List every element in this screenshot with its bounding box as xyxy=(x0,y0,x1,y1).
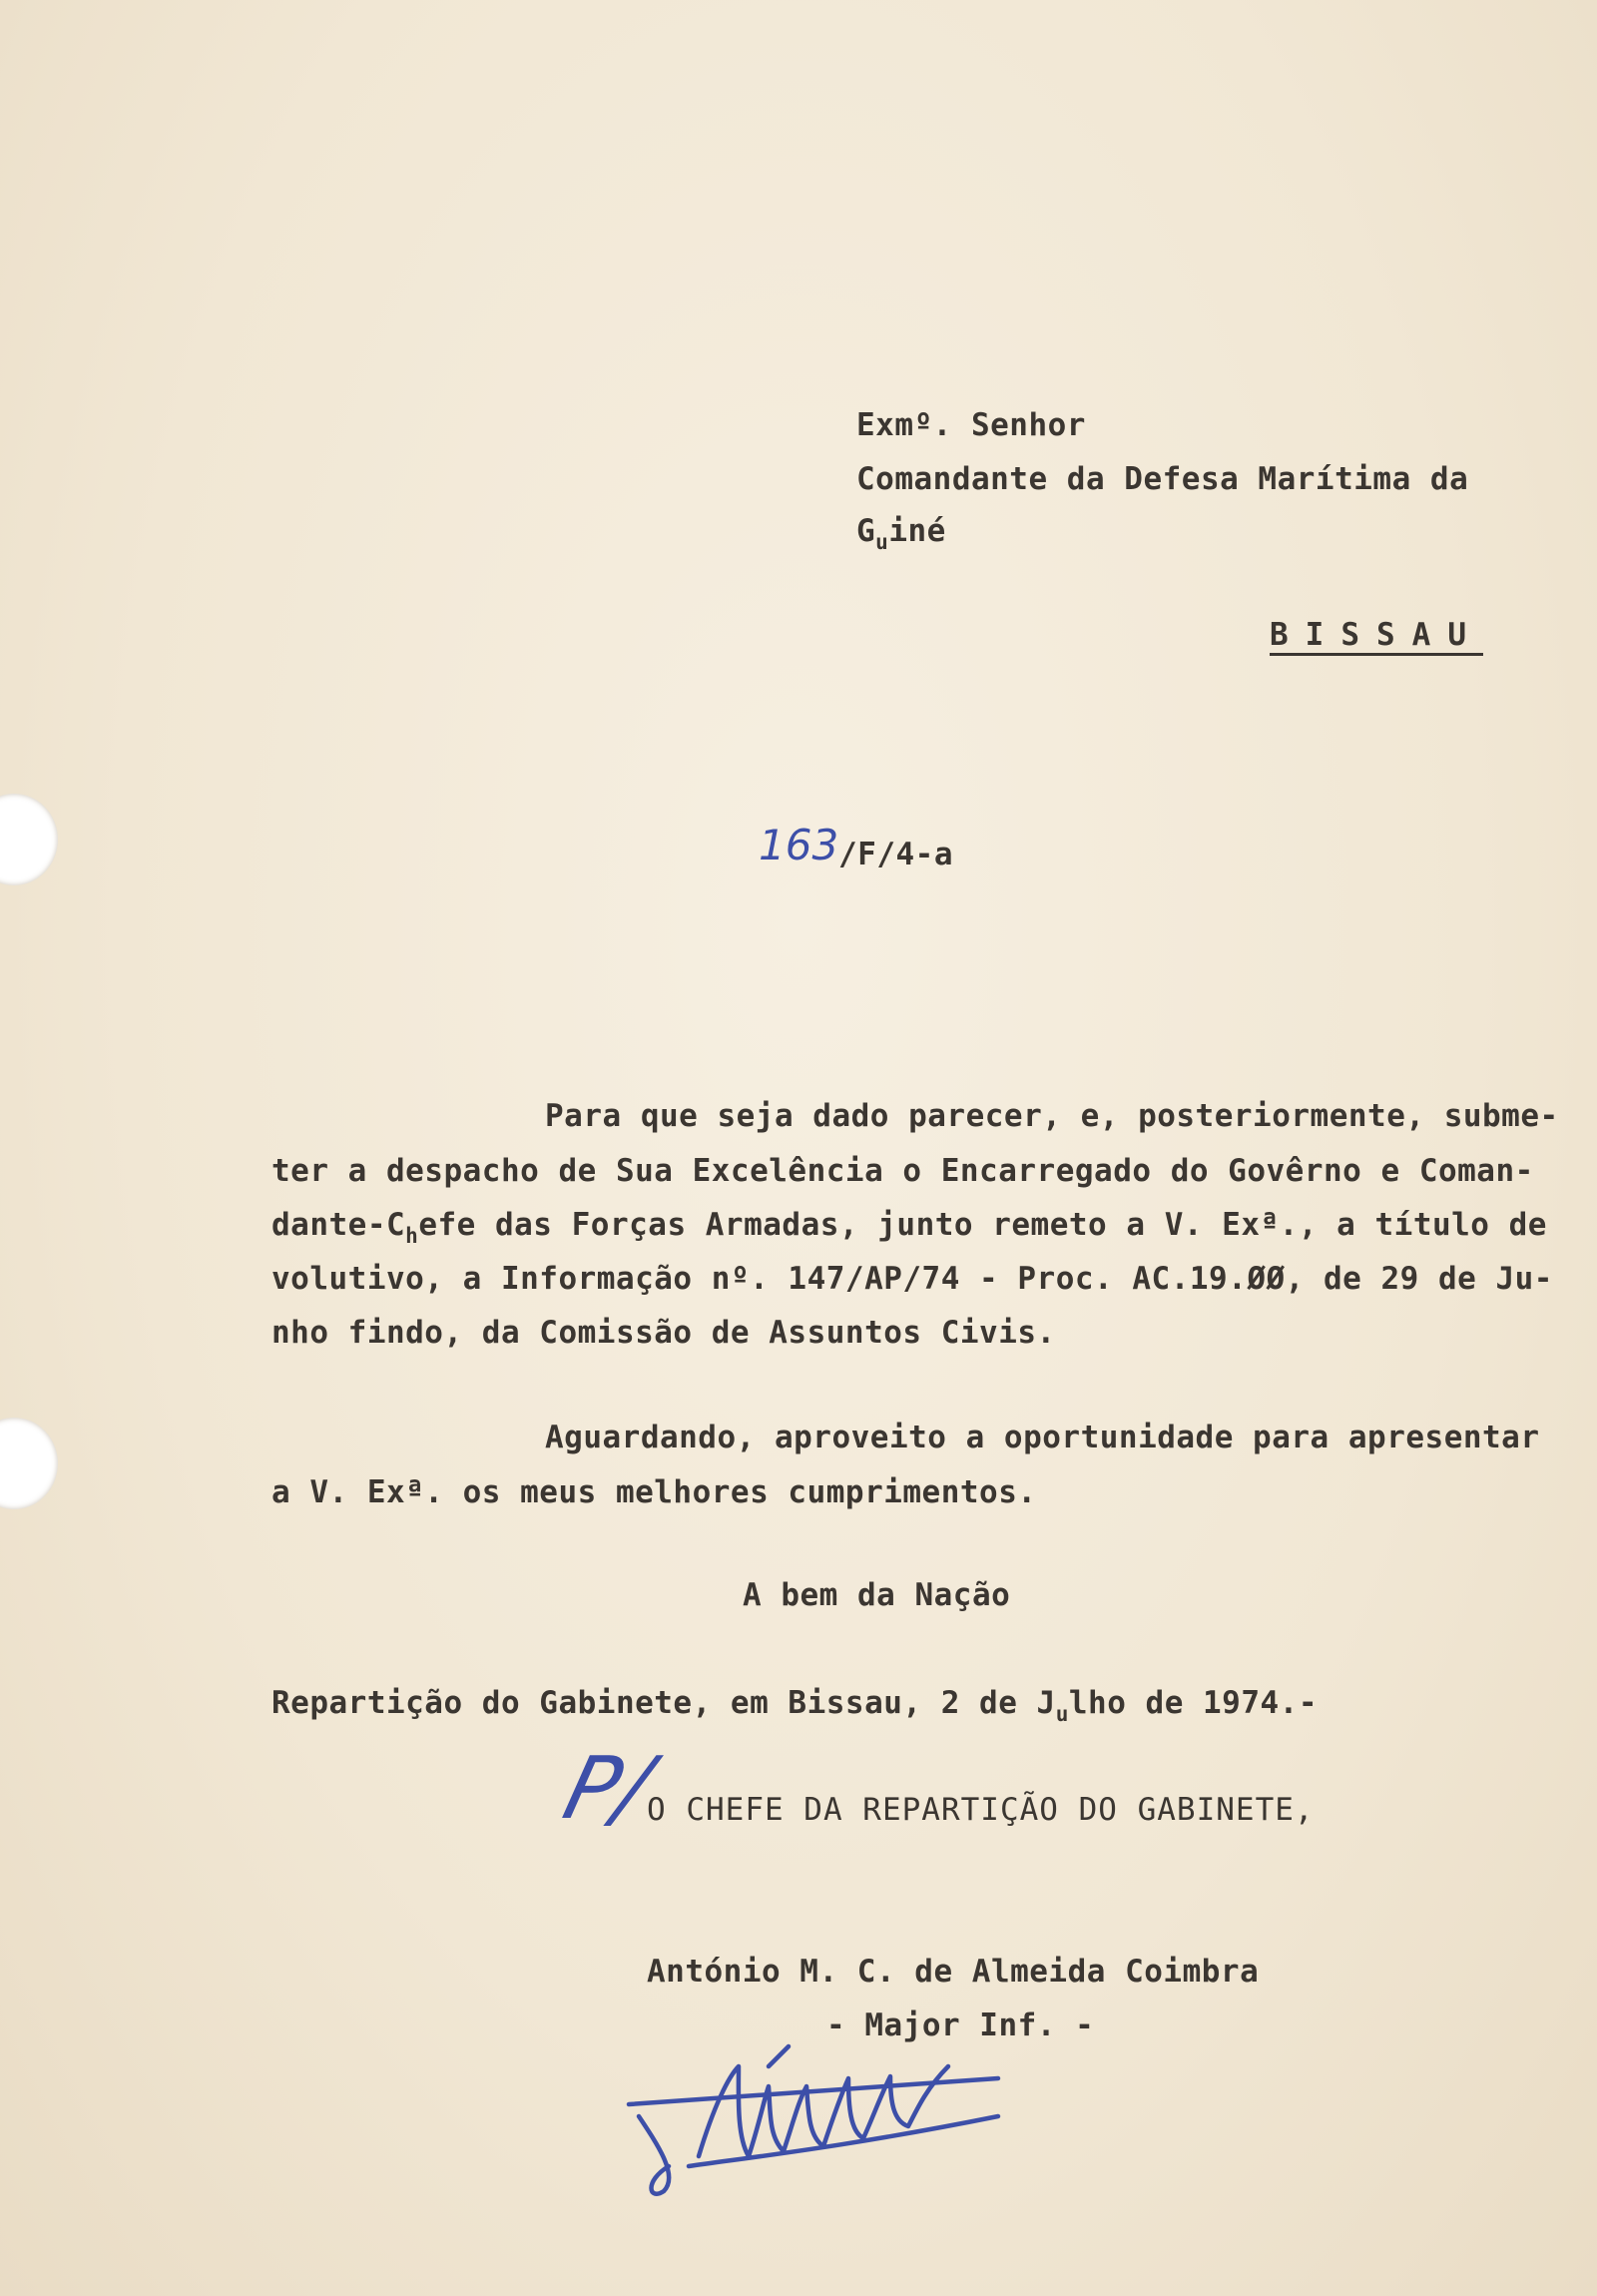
signatory-title: O CHEFE DA REPARTIÇÃO DO GABINETE, xyxy=(647,1792,1315,1828)
signatory-name: António M. C. de Almeida Coimbra xyxy=(647,1954,1260,1990)
closing-salutation: A bem da Nação xyxy=(743,1577,1011,1613)
salutation-exmo: Exmº. Senhor xyxy=(856,407,1086,443)
body-paragraph-1-line-4: volutivo, a Informação nº. 147/AP/74 - Proc. AC.19.ØØ, de 29 de Ju- xyxy=(271,1261,1553,1297)
body-paragraph-2-line-1: Aguardando, aproveito a oportunidade para apresentar xyxy=(545,1420,1540,1455)
signatory-rank: - Major Inf. - xyxy=(826,2008,1095,2043)
punch-hole-top xyxy=(0,794,58,885)
reference-handwritten-number: 163 xyxy=(759,821,839,869)
handwritten-signature xyxy=(619,2007,1038,2206)
addressee-country: $G_uiné$ xyxy=(856,513,946,554)
body-paragraph-1-line-1: Para que seja dado parecer, e, posteriormente, subme- xyxy=(545,1098,1559,1134)
place-and-date: Repartição do Gabinete, em Bissau, 2 de $J_ulho$ de 1974.- xyxy=(271,1685,1319,1726)
handwritten-pp: P/ xyxy=(554,1739,661,1839)
body-paragraph-2-line-2: a V. Exª. os meus melhores cumprimentos. xyxy=(271,1474,1037,1510)
body-paragraph-1-line-2: ter a despacho de Sua Excelência o Encarregado do Govêrno e Coman- xyxy=(271,1153,1534,1189)
addressee-city: BISSAU xyxy=(1270,617,1483,653)
punch-hole-bottom xyxy=(0,1418,58,1509)
addressee-title: Comandante da Defesa Marítima da xyxy=(856,461,1469,497)
body-paragraph-1-line-5: nho findo, da Comissão de Assuntos Civis. xyxy=(271,1315,1056,1351)
reference-suffix: /F/4-a xyxy=(838,837,953,872)
body-paragraph-1-line-3: dante-$C_hefe$ das Forças Armadas, junto remeto a V. Exª., a título de xyxy=(271,1207,1547,1248)
